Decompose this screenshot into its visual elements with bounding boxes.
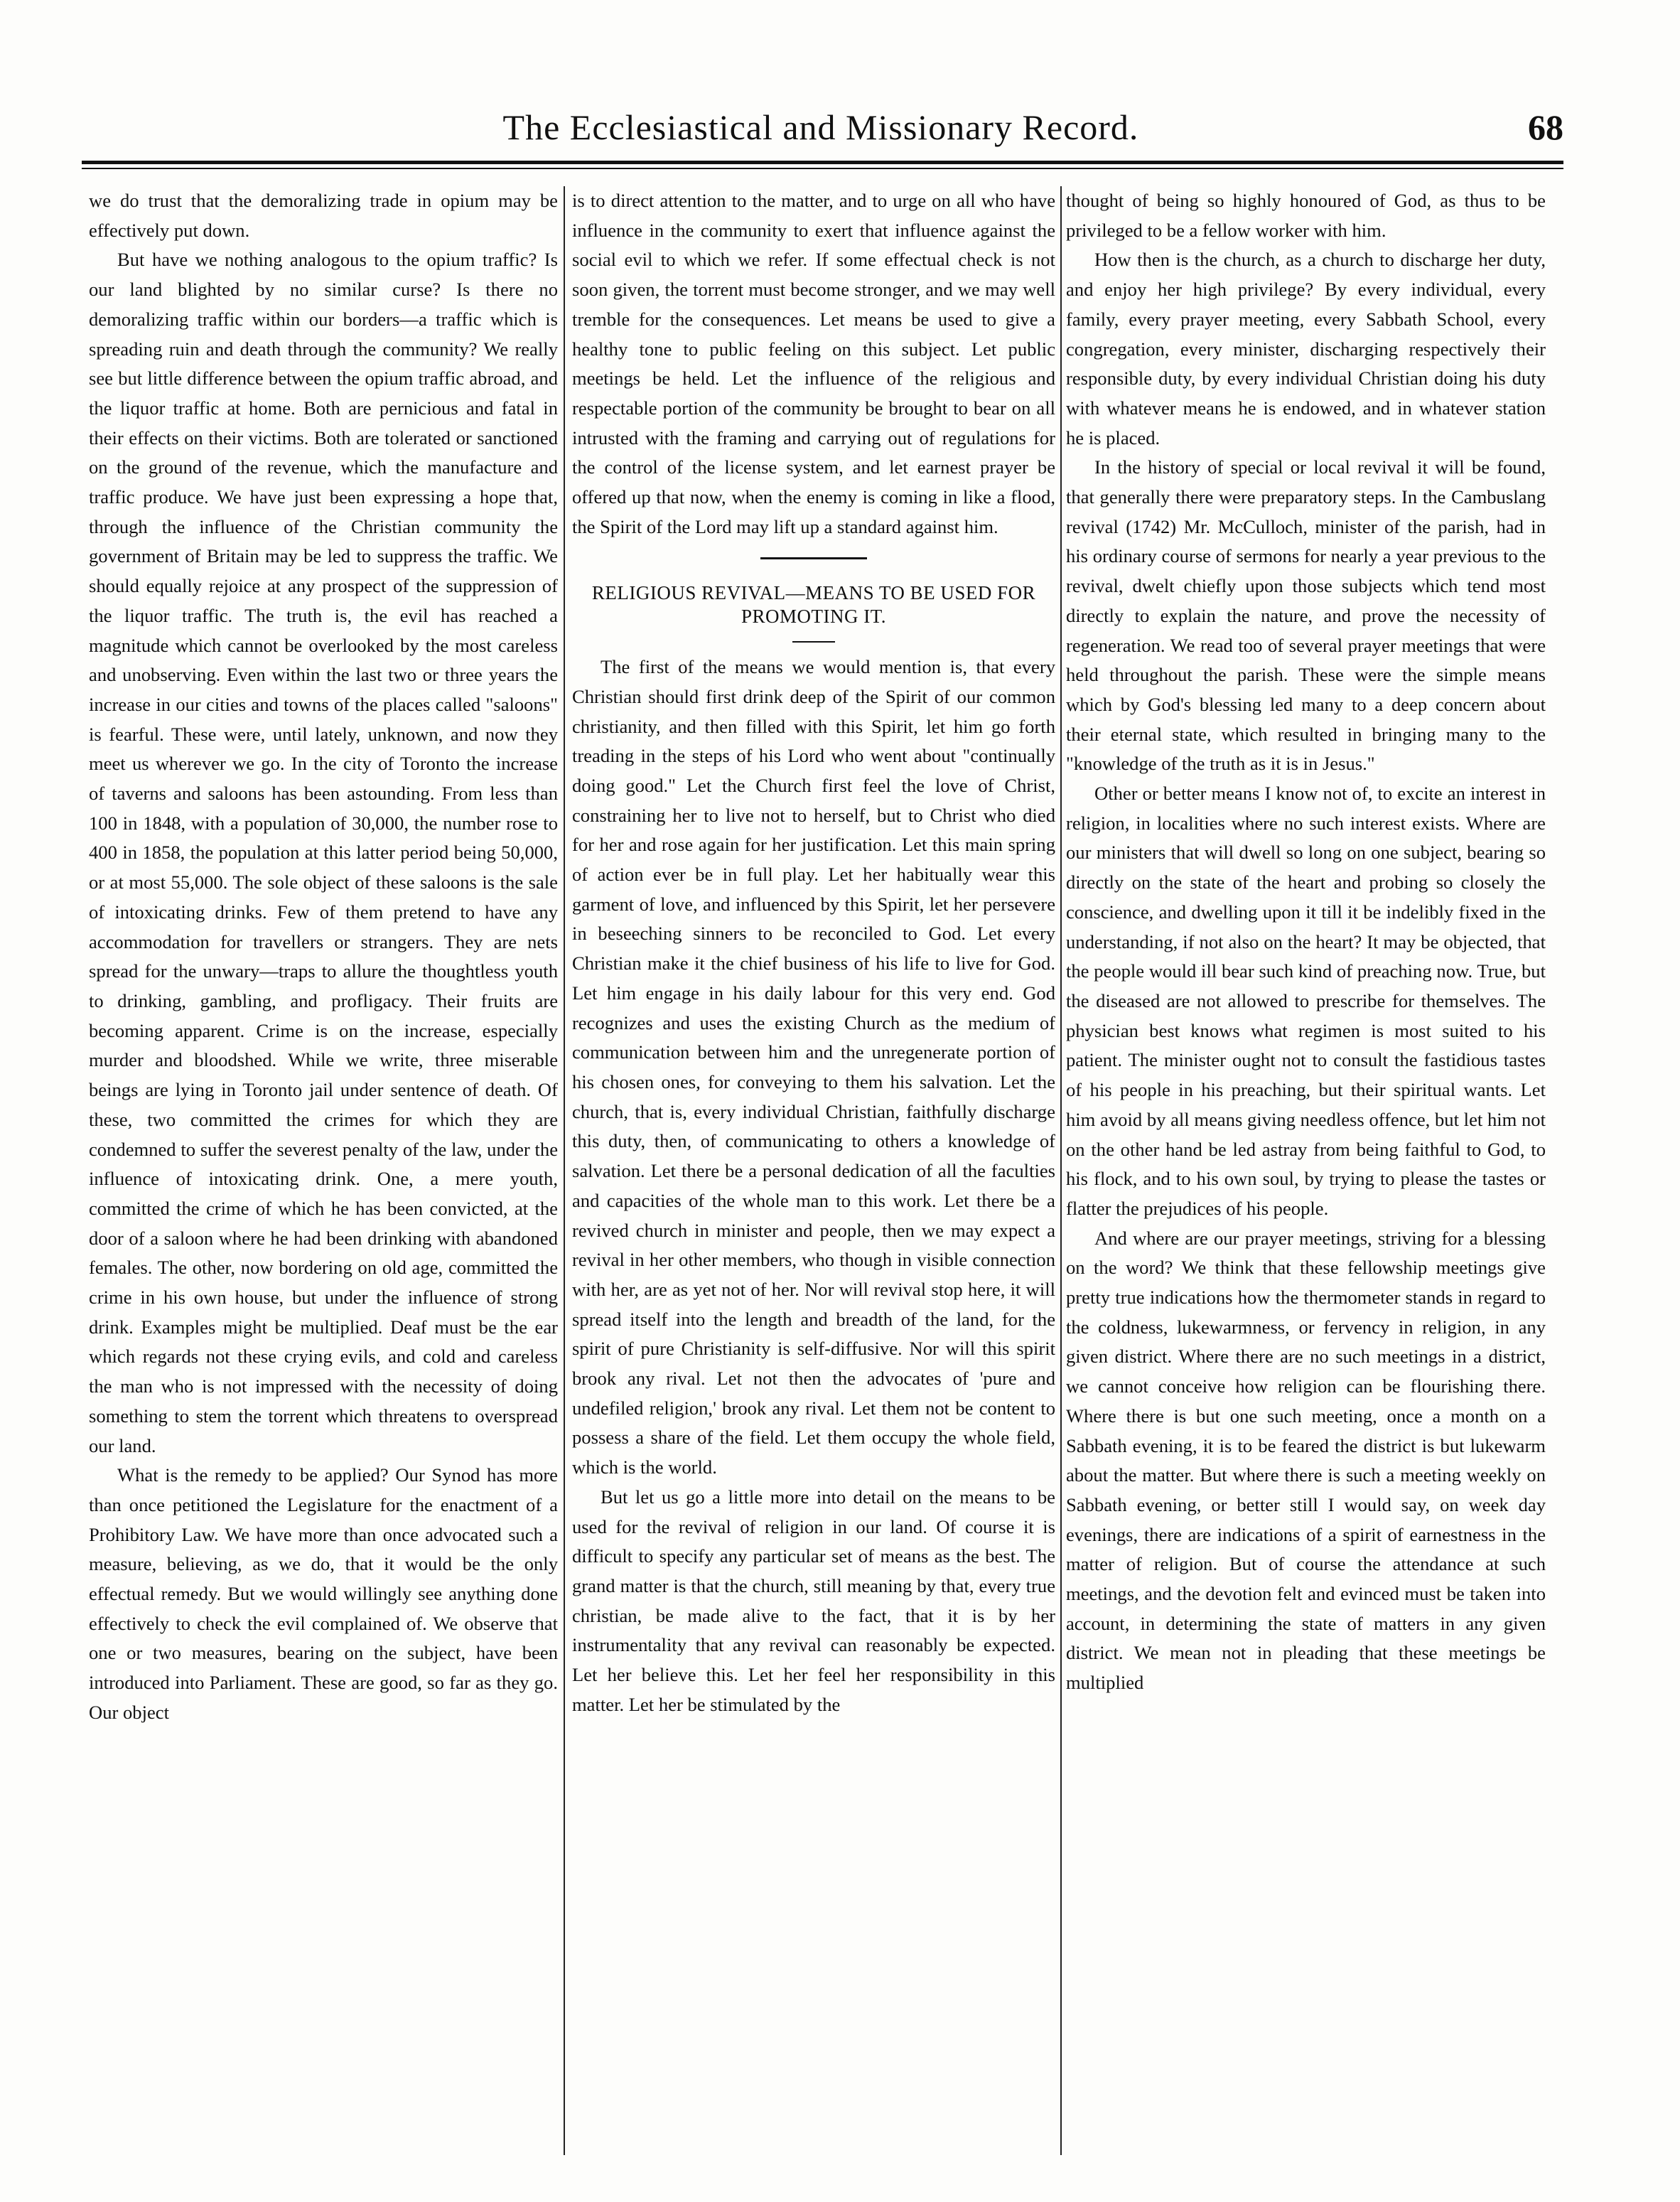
article-paragraph: But let us go a little more into detail on the means to be used for the revival of religion in our land. Of course it is difficult to specify any particular set of means as the best. The grand matter is that the church, still meaning by that, every true christian, be made alive to the fact, that it is by her instrumentality that any revival can reasonably be expected. Let her believe this. Let her feel her responsibility in this matter. Let her be stimulated by the [572,1486,1055,1715]
article-paragraph: is to direct attention to the matter, and to urge on all who have influence in the community to exert that influence against the social evil to which we refer. If some effectual check is not soon given, the torrent must become stronger, and we may well tremble for the consequences. Let means be used to give a healthy tone to public feeling on this subject. Let public meetings be held. Let the influence of the religious and respectable portion of the community be brought to bear on all intrusted with the framing and carrying out of regulations for the control of the license system, and let earnest prayer be offered up that now, when the enemy is coming in like a flood, the Spirit of the Lord may lift up a standard against him. [572,190,1055,537]
column-divider-2 [1060,186,1062,2155]
article-paragraph: And where are our prayer meetings, striving for a blessing on the word? We think that these fellowship meetings give pretty true indications how the thermometer stands in regard to the coldness, lukewarmness, or fervency in religion, in any given district. Where there are no such meetings in a district, we cannot conceive how religion can be flourishing there. Where there is but one such meeting, once a month on a Sabbath evening, it is to be feared the district is but lukewarm about the matter. But where there is such a meeting weekly on Sabbath evening, or better still I would say, on week day evenings, there are indications of a spirit of earnestness in the matter of religion. But of course the attendance at such meetings, and the devotion felt and evinced must be taken into account, in determining the state of matters in any given district. We mean not in pleading that these meetings be multiplied [1066,1227,1546,1694]
header-rule-thick [82,161,1563,164]
column-divider-1 [564,186,565,2155]
column-2 [572,186,1055,2155]
masthead [78,107,1563,156]
article-paragraph: What is the remedy to be applied? Our Synod has more than once petitioned the Legislature for the enactment of a Prohibitory Law. We have more than once advocated such a measure, believing, as we do, that it would be the only effectual remedy. But we would willingly see anything done effectively to check the evil complained of. We observe that one or two measures, bearing on the subject, have been introduced into Parliament. These are good, so far as they go. Our object [89,1464,558,1723]
column-1 [89,186,558,2155]
article-paragraph: we do trust that the demoralizing trade in opium may be effectively put down. [89,190,558,241]
article-paragraph: The first of the means we would mention is, that every Christian should first drink deep of the Spirit of our common christianity, and then filled with this Spirit, let him go forth treading in the steps of his Lord who went about "continually doing good." Let the Church first feel the love of Christ, constraining her to live not to herself, but to Christ who died for her and rose again for her justification. Let this main spring of action ever be in full play. Let her habitually wear this garment of love, and influenced by this Spirit, let her persevere in beseeching sinners to be reconciled to God. Let every Christian make it the chief business of his life to live for God. Let him engage in his daily labour for this very end. God recognizes and uses the existing Church as the medium of communication between him and the unregenerate portion of his chosen ones, for conveying to them his salvation. Let the church, that is, every individual Christian, faithfully discharge this duty, then, of communicating to others a knowledge of salvation. Let there be a personal dedication of all the faculties and capacities of the whole man to this work. Let there be a revived church in minister and people, then we may expect a revival in her other members, who though in visible connection with her, are as yet not of her. Nor will revival stop here, it will spread itself into the length and breadth of the land, for the spirit of pure Christianity is self-diffusive. Nor will this spirit brook any rival. Let not then the advocates of 'pure and undefiled religion,' brook any rival. Let them not be content to possess a share of the field. Let them occupy the whole field, which is the world. [572,656,1055,1478]
article-paragraph: thought of being so highly honoured of God, as thus to be privileged to be a fellow worker with him. [1066,190,1546,241]
article-paragraph: But have we nothing analogous to the opium traffic? Is our land blighted by no similar curse? Is there no demoralizing traffic within our borders—a traffic which is spreading ruin and death through the community? We really see but little difference between the opium traffic abroad, and the liquor traffic at home. Both are pernicious and fatal in their effects on their victims. Both are tolerated or sanctioned on the ground of the revenue, which the manufacture and traffic produce. We have just been expressing a hope that, through the influence of the Christian community the government of Britain may be led to suppress the traffic. We should equally rejoice at any prospect of the suppression of the liquor traffic. The truth is, the evil has reached a magnitude which cannot be overlooked by the most careless and unobserving. Even within the last two or three years the increase in our cities and towns of the places called "saloons" is fearful. These were, until lately, unknown, and now they meet us wherever we go. In the city of Toronto the increase of taverns and saloons has been astounding. From less than 100 in 1848, with a population of 30,000, the number rose to 400 in 1858, the population at this latter period being 50,000, or at most 55,000. The sole object of these saloons is the sale of intoxicating drinks. Few of them pretend to have any accommodation for travellers or strangers. They are nets spread for the unwary—traps to allure the thoughtless youth to drinking, gambling, and profligacy. Their fruits are becoming apparent. Crime is on the increase, especially murder and bloodshed. While we write, three miserable beings are lying in Toronto jail under sentence of death. Of these, two committed the crimes for which they are condemned to suffer the severest penalty of the law, under the influence of intoxicating drink. One, a mere youth, committed the crime of which he has been convicted, at the door of a saloon where he had been drinking with abandoned females. The other, now bordering on old age, committed the crime in his own house, but under the influence of strong drink. Examples might be multiplied. Deaf must be the ear which regards not these crying evils, and cold and careless the man who is not impressed with the necessity of doing something to stem the torrent which threatens to overspread our land. [89,249,558,1456]
page-number: 68 [1528,107,1563,147]
article-paragraph: How then is the church, as a church to discharge her duty, and enjoy her high privilege? By every individual, every family, every prayer meeting, every Sabbath School, every congregation, every minister, discharging respectively their responsible duty, by every individual Christian doing his duty with whatever means he is endowed, and in whatever station he is placed. [1066,249,1546,449]
article-paragraph: Other or better means I know not of, to excite an interest in religion, in localities where no such interest exists. Where are our ministers that will dwell so long on one subject, bearing so directly on the state of the heart and probing so closely the conscience, and dwelling upon it till it be indelibly fixed in the understanding, if not also on the heart? It may be objected, that the people would ill bear such kind of preaching now. True, but the diseased are not allowed to prescribe for themselves. The physician best knows what regimen is most suited to his patient. The minister ought not to consult the fastidious tastes of his people in his preaching, but their spiritual wants. Let him avoid by all means giving needless offence, but let him not on the other hand be led astray from being faithful to God, to his flock, and to his own soul, by trying to please the tastes or flatter the prejudices of his people. [1066,783,1546,1219]
heading-underline [792,641,835,643]
header-rule-thin [82,168,1563,169]
running-title: The Ecclesiastical and Missionary Record. [502,107,1139,147]
column-3 [1066,186,1546,2155]
section-separator [572,542,1055,571]
section-heading: RELIGIOUS REVIVAL—MEANS TO BE USED FOR PROMOTING IT. [591,582,1036,628]
article-paragraph: In the history of special or local revival it will be found, that generally there were preparatory steps. In the Cambuslang revival (1742) Mr. McCulloch, minister of the parish, had in his ordinary course of sermons for nearly a year previous to the revival, dwelt chiefly upon those subjects which tend most directly to explain the nature, and prove the necessity of regeneration. We read too of several prayer meetings that were held throughout the parish. These were the simple means which by God's blessing led many to a deep concern about their eternal state, which resulted in bringing many to the "knowledge of the truth as it is in Jesus." [1066,456,1546,775]
